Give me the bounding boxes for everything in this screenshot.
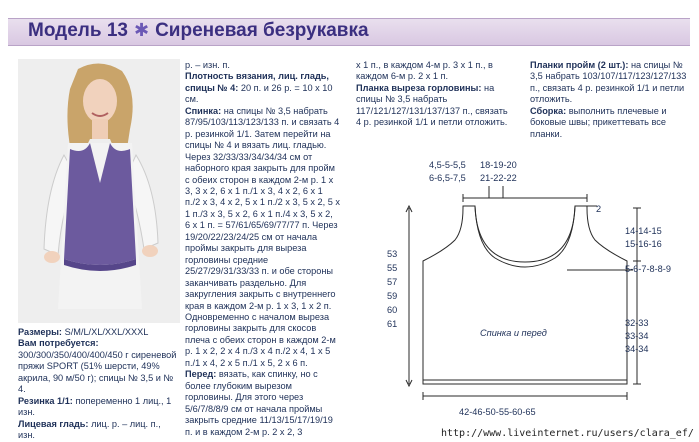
assembly-line <box>530 106 690 140</box>
center-label: Спинка и перед <box>480 328 547 338</box>
model-number: Модель 13 <box>28 20 128 41</box>
need-label: Вам потребуется: <box>18 338 99 349</box>
arm-line <box>530 60 690 106</box>
front-line <box>185 369 340 438</box>
back-value: на спицы № 3,5 набрать 87/95/103/113/123/133 п. и связать 4 р. резинкой 1/1. Затем перейти на спицы № 4 и вязать лиц. гладью. Через 32/33/33/34/34/34 см от наборного края закрыть для пройм с обеих сторон в каждом 2-м р. 1 х 3, 3 х 2, 6 х 1 п./1 х 3, 4 х 2, 6 х 1 п./2 х 3, 4 х 2, 5 х 1 п./2 х 3, 5 х 2, 5 х 1 п./3 х 3, 5 х 2, 6 х 1 п./4 х 3, 5 х 2, 6 х 1 п. = 57/61/65/69/77/77 п. Через 19/20/22/23/24/25 см от начала проймы закрыть для выреза горловины средние 25/27/29/31/33/33 п. и обе стороны заканчивать раздельно. Для закругления закрыть с внутреннего края в каждом 2-м р. 1 х 3, 1 х 2 п. Одновременно с началом выреза горловины закрыть для скосов плеча с обеих сторон в каждом 2-м р. 1 х 2, 2 х 4 п./3 х 4 п./2 х 4, 1 х 5 п./1 х 4, 2 х 5 п./1 х 5, 2 х 6 п. <box>185 105 340 368</box>
height-5: 61 <box>387 319 398 329</box>
arm-value: на спицы № 3,5 набрать 103/107/117/123/127/133 п., связать 4 р. резинкой 1/1 и петли отложить. <box>530 60 687 105</box>
neck-value: на спицы № 3,5 набрать 117/121/127/131/137/137 п., связать 4 р. резинкой 1/1 и петли отложить. <box>356 82 508 128</box>
sizes-value: S/M/L/XL/XXL/XXXL <box>64 327 149 337</box>
schematic <box>385 150 691 425</box>
need-value: 300/300/350/400/400/450 г сиреневой пряжи SPORT (51% шерсти, 49% акрила, 90 м/50 г); спицы № 3,5 и № 4. <box>18 349 177 395</box>
neck-depth-2: 6-6,5-7,5 <box>429 173 466 183</box>
neck-line <box>356 83 511 129</box>
front-label: Перед: <box>185 369 217 380</box>
sizes-line <box>18 327 180 338</box>
photo-illustration <box>18 59 180 323</box>
materials-block <box>18 327 180 442</box>
side-1: 33-34 <box>625 331 649 341</box>
rib-value: попеременно 1 лиц., 1 изн. <box>18 395 172 418</box>
side-0: 32-33 <box>625 318 649 328</box>
back-line <box>185 106 340 369</box>
source-url: http://www.liveinternet.ru/users/clara_ef/ <box>441 428 694 439</box>
need-line <box>18 338 180 395</box>
neck-width-1: 18-19-20 <box>480 160 517 170</box>
height-1: 55 <box>387 263 398 273</box>
back-label: Спинка: <box>185 105 222 116</box>
neck-width-2: 21-22-22 <box>480 173 517 183</box>
height-3: 59 <box>387 291 398 301</box>
rib-line <box>18 396 180 419</box>
armhole-size-2: 15-16-16 <box>625 239 662 249</box>
density-line <box>185 71 340 105</box>
rib-label: Резинка 1/1: <box>18 395 73 406</box>
armhole-sub: 5-6-7-8-8-9 <box>625 264 671 274</box>
shoulder-size: 2 <box>596 204 602 214</box>
schematic-drawing <box>385 150 691 425</box>
assembly-label: Сборка: <box>530 105 567 116</box>
face-line <box>18 419 180 442</box>
face-label: Лицевая гладь: <box>18 418 89 429</box>
header-title <box>28 20 369 42</box>
star-icon: ✱ <box>133 20 150 40</box>
width-label: 42-46-50-55-60-65 <box>459 407 536 417</box>
side-2: 34-34 <box>625 344 649 354</box>
front-cont: х 1 п., в каждом 4-м р. 3 х 1 п., в каждом 6-м р. 2 х 1 п. <box>356 60 493 82</box>
density-label: Плотность вязания, лиц. гладь, спицы № 4: <box>185 71 329 93</box>
density-value: 20 п. и 26 р. = 10 х 10 см. <box>185 82 333 105</box>
header-bar <box>8 18 690 46</box>
neck-depth-1: 4,5-5-5,5 <box>429 160 466 170</box>
front-value: вязать, как спинку, но с более глубоким вырезом горловины. Для этого через 5/6/7/8/8/9 см от начала проймы закрыть средние 11/13/15/17/19/19 п. и в каждом 2-м р. 2 х 2, 3 <box>185 369 333 437</box>
height-2: 57 <box>387 277 398 287</box>
instructions-column-1 <box>185 60 340 438</box>
sizes-label: Размеры: <box>18 327 62 337</box>
face-cont: р. – изн. п. <box>185 60 230 70</box>
instructions-column-2 <box>356 60 511 129</box>
armhole-size-1: 14-14-15 <box>625 226 662 236</box>
assembly-value: выполнить плечевые и боковые швы; прикеттевать все планки. <box>530 105 667 139</box>
instructions-column-3 <box>530 60 690 140</box>
neck-label: Планка выреза горловины: <box>356 82 482 93</box>
arm-label: Планки пройм (2 шт.): <box>530 60 629 70</box>
face-value: лиц. р. – лиц. п., изн. <box>18 418 161 441</box>
height-0: 53 <box>387 249 398 259</box>
height-4: 60 <box>387 305 398 315</box>
model-photo <box>18 59 180 323</box>
model-title: Сиреневая безрукавка <box>155 20 369 41</box>
